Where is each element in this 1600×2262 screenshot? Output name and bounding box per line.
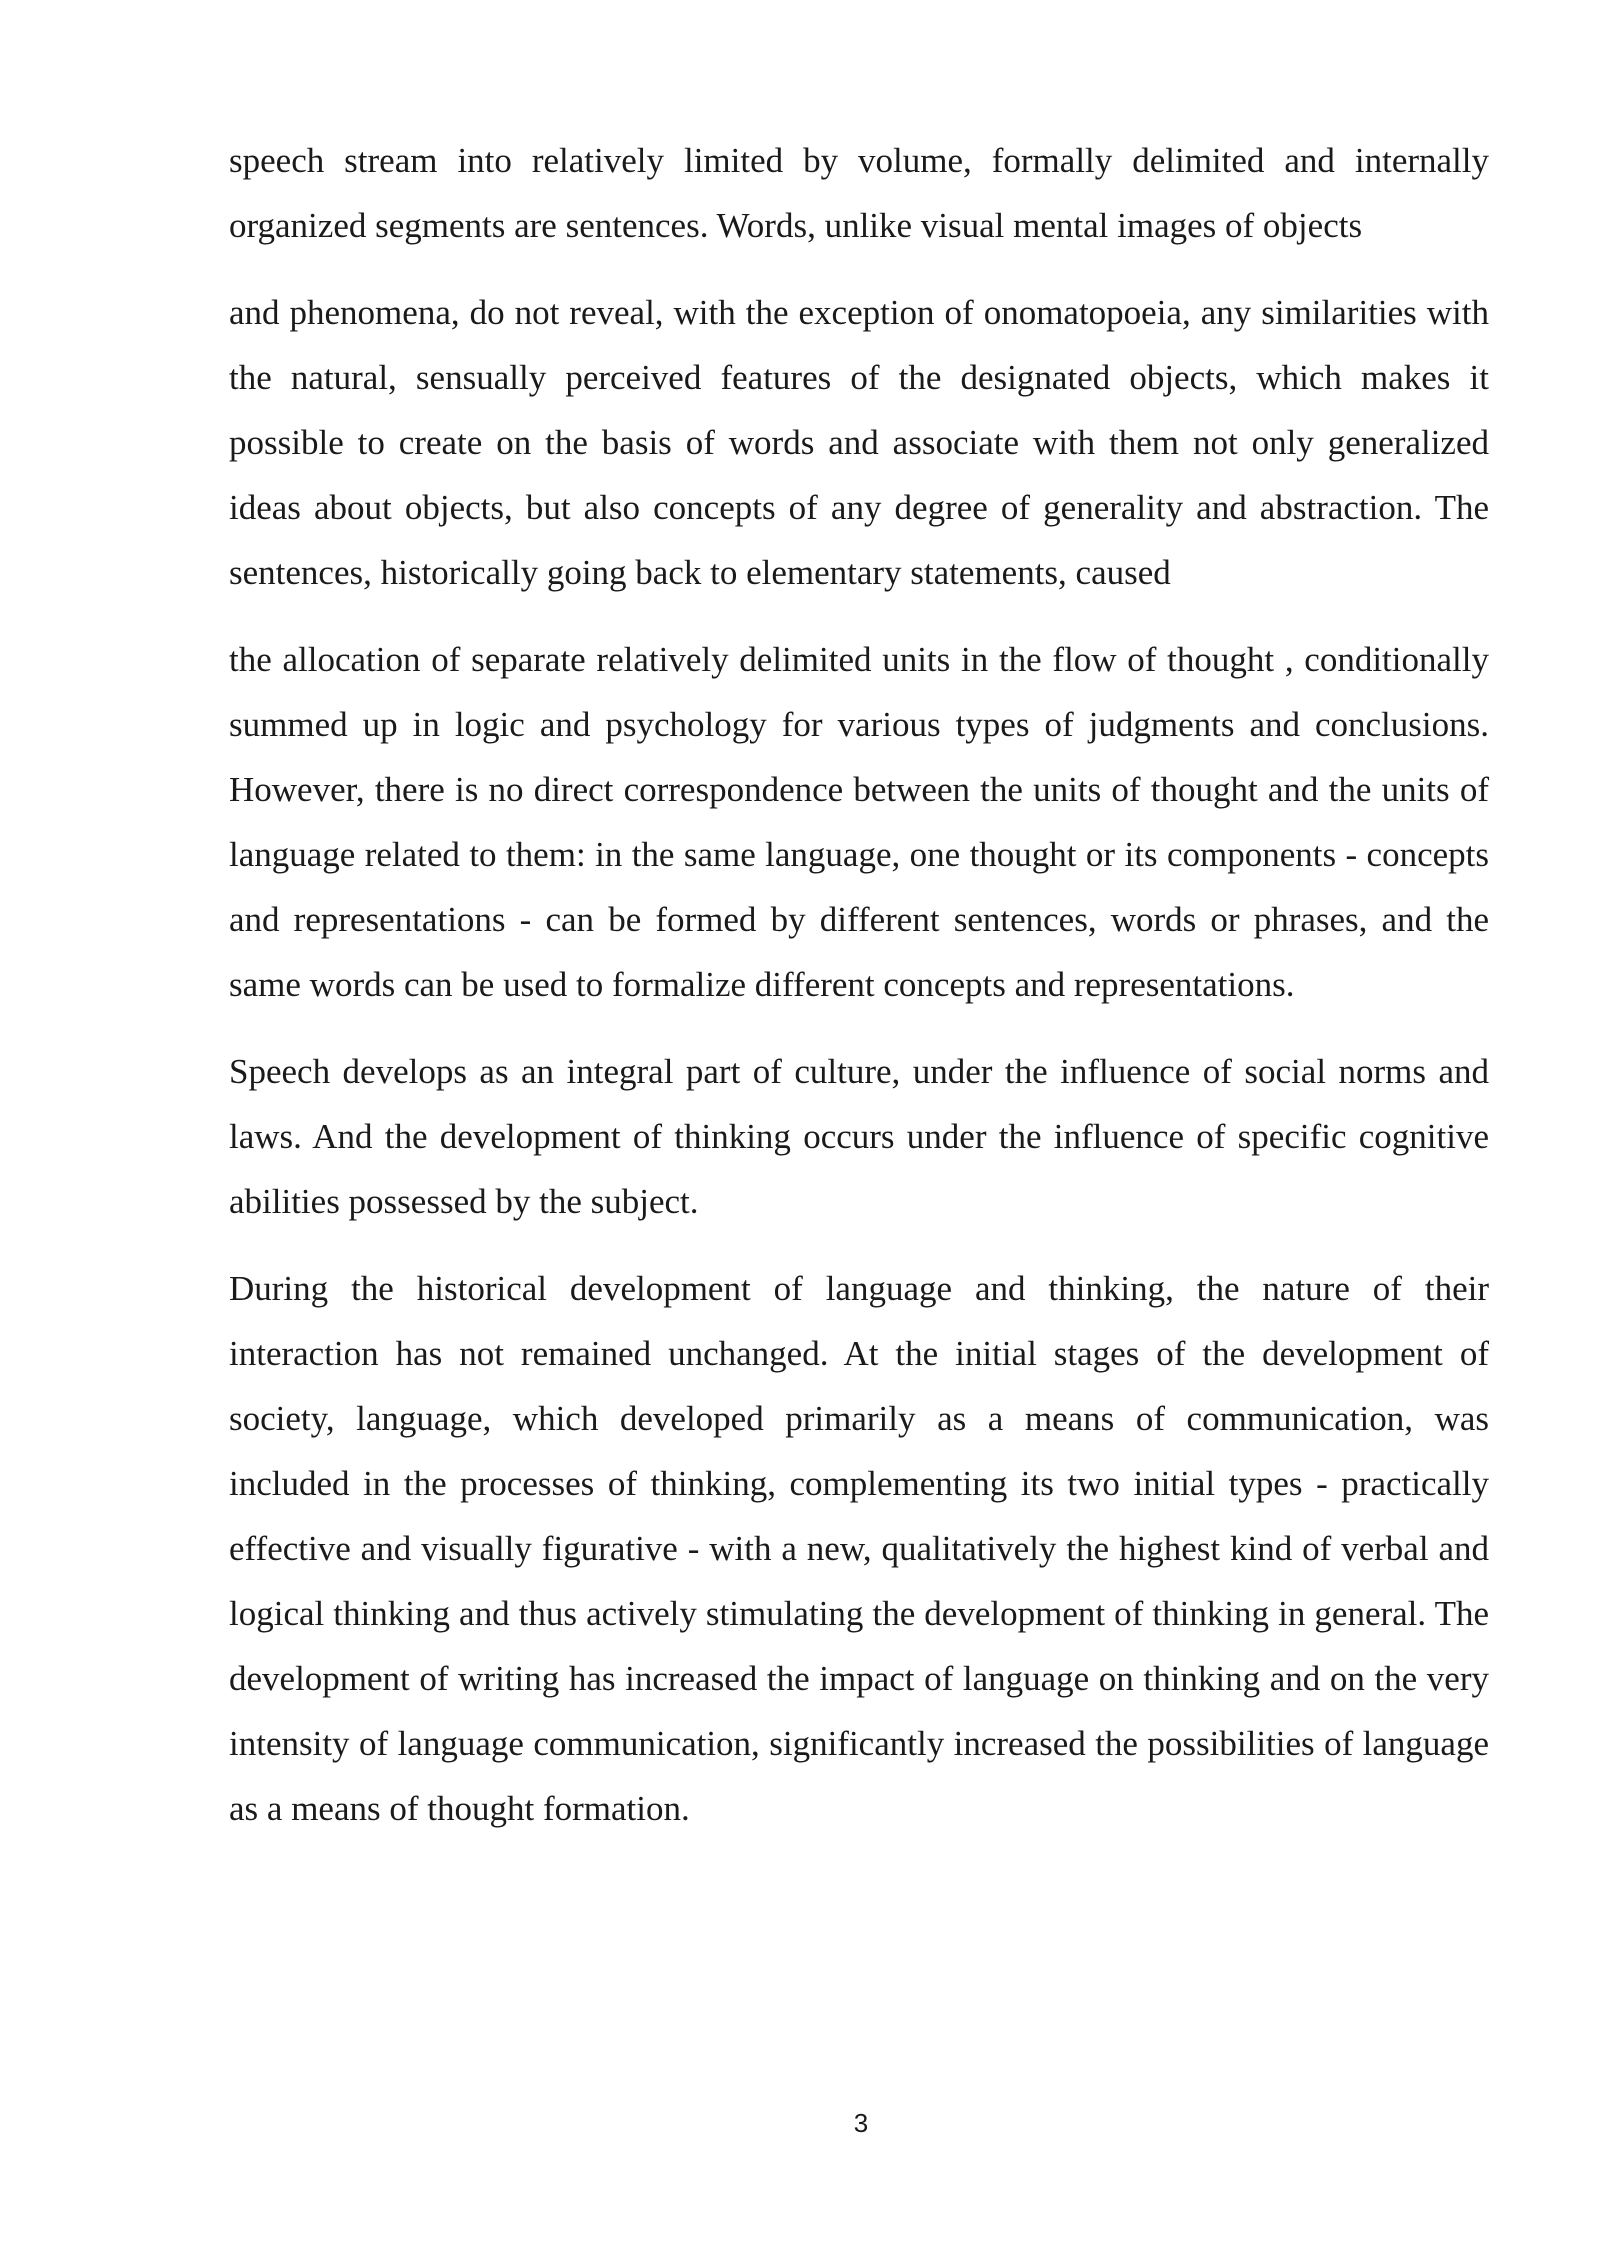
paragraph-spacer (229, 258, 1489, 280)
paragraph-spacer (229, 1017, 1489, 1039)
paragraph-4: Speech develops as an integral part of culture, under the influence of social norms and laws. And the development of thinking occurs under the influence of specific cognitive abilities possessed by the subject. (229, 1052, 1489, 1221)
paragraph-spacer (229, 605, 1489, 627)
document-page (229, 128, 1489, 1841)
paragraph-2: and phenomena, do not reveal, with the exception of onomatopoeia, any similarities with the natural, sensually perceived features of the designated objects, which makes it possible to create on the basis of words and associate with them not only generalized ideas about objects, but also concepts of any degree of generality and abstraction. The sentences, historically going back to elementary statements, caused (229, 293, 1489, 592)
paragraph-1: speech stream into relatively limited by volume, formally delimited and internally organized segments are sentences. Words, unlike visual mental images of objects (229, 141, 1489, 245)
paragraph-3: the allocation of separate relatively delimited units in the flow of thought , conditionally summed up in logic and psychology for various types of judgments and conclusions. However, there is no direct correspondence between the units of thought and the units of language related to them: in the same language, one thought or its components - concepts and representations - can be formed by different sentences, words or phrases, and the same words can be used to formalize different concepts and representations. (229, 640, 1489, 1004)
paragraph-spacer (229, 1234, 1489, 1256)
paragraph-5: During the historical development of language and thinking, the nature of their interaction has not remained unchanged. At the initial stages of the development of society, language, which developed primarily as a means of communication, was included in the processes of thinking, complementing its two initial types - practically effective and visually figurative - with a new, qualitatively the highest kind of verbal and logical thinking and thus actively stimulating the development of thinking in general. The development of writing has increased the impact of language on thinking and on the very intensity of language communication, significantly increased the possibilities of language as a means of thought formation. (229, 1269, 1489, 1828)
page-number: 3 (853, 2108, 869, 2138)
